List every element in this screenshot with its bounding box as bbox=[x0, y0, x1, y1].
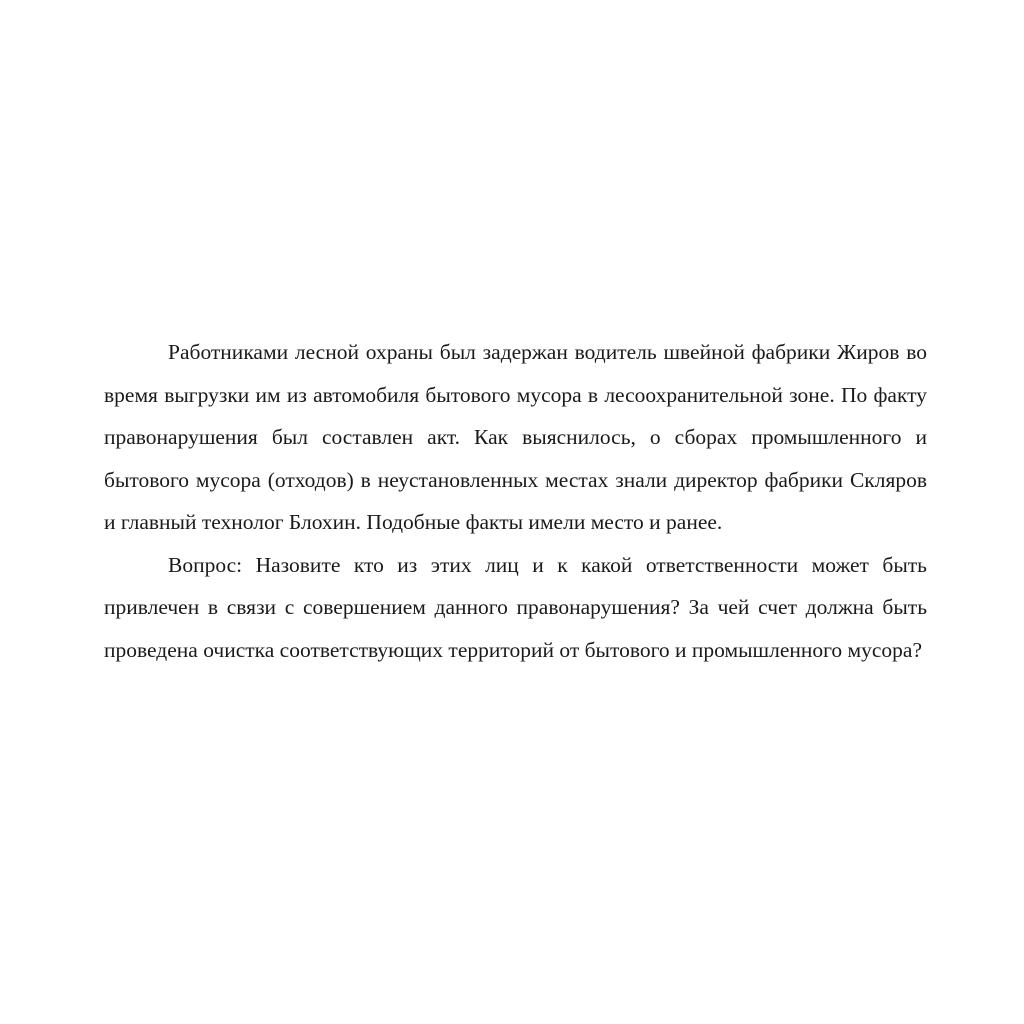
document-body bbox=[104, 331, 927, 671]
case-description-paragraph: Работниками лесной охраны был задержан водитель швейной фабрики Жиров во время выгрузки им из автомобиля бытового мусора в лесоохранительной зоне. По факту правонарушения был составлен акт. Как выяснилось, о сборах промышленного и бытового мусора (отходов) в неустановленных местах знали директор фабрики Скляров и главный технолог Блохин. Подобные факты имели место и ранее. bbox=[104, 340, 927, 534]
question-paragraph: Вопрос: Назовите кто из этих лиц и к какой ответственности может быть привлечен в связи с совершением данного правонарушения? За чей счет должна быть проведена очистка соответствующих территорий от бытового и промышленного мусора? bbox=[104, 552, 927, 662]
